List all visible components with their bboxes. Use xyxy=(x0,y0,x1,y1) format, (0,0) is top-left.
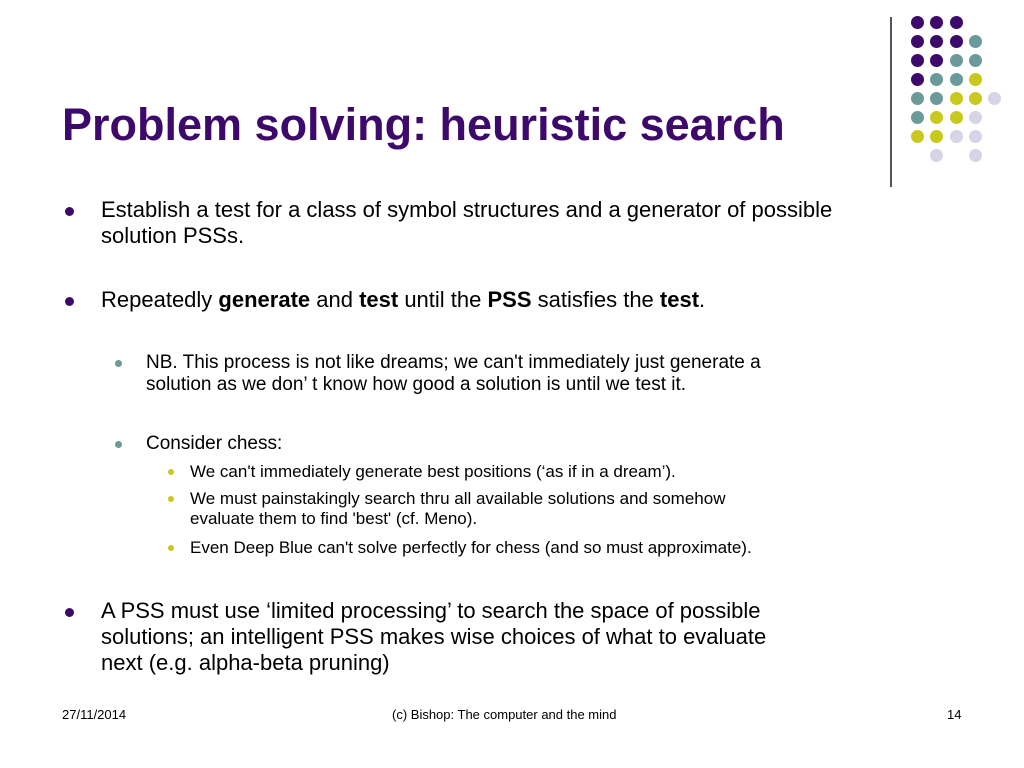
dot-olive xyxy=(930,130,943,143)
bullet-text-line: We must painstakingly search thru all available solutions and somehow xyxy=(190,489,726,508)
dot-olive xyxy=(911,130,924,143)
bullet-dot-icon xyxy=(65,608,74,617)
dot-lavender xyxy=(950,130,963,143)
dot-lavender xyxy=(969,111,982,124)
bullet-text: Consider chess: xyxy=(146,433,283,454)
bullet-text-line: solution as we don’ t know how good a solution is until we test it. xyxy=(146,374,687,395)
bold-generate: generate xyxy=(218,287,311,312)
sub-sub-bullet-deep-blue xyxy=(190,538,980,558)
bullet-dot-icon xyxy=(115,360,122,367)
dot-purple xyxy=(930,54,943,67)
dot-purple xyxy=(911,35,924,48)
bullet-text-line: next (e.g. alpha-beta pruning) xyxy=(101,650,390,675)
sub-bullet-consider-chess xyxy=(146,433,926,455)
dot-olive xyxy=(930,111,943,124)
dot-purple xyxy=(930,35,943,48)
sub-bullet-nb xyxy=(146,352,946,396)
text-segment: . xyxy=(699,287,706,312)
dot-lavender xyxy=(988,92,1001,105)
text-segment: until the xyxy=(398,287,488,312)
dot-teal xyxy=(969,35,982,48)
footer-date: 27/11/2014 xyxy=(62,707,127,722)
dot-olive xyxy=(950,111,963,124)
bullet-text-line: evaluate them to find 'best' (cf. Meno). xyxy=(190,509,478,528)
bullet-dot-icon xyxy=(168,545,174,551)
bullet-text xyxy=(101,287,705,312)
bullet-dot-icon xyxy=(65,297,74,306)
bullet-text-line: NB. This process is not like dreams; we can't immediately just generate a xyxy=(146,352,761,373)
bold-test: test xyxy=(659,287,700,312)
dot-teal xyxy=(950,54,963,67)
bullet-generate-and-test xyxy=(101,287,881,313)
dot-teal xyxy=(930,73,943,86)
dot-lavender xyxy=(969,149,982,162)
bullet-dot-icon xyxy=(115,441,122,448)
dot-olive xyxy=(969,92,982,105)
dot-purple xyxy=(950,35,963,48)
text-segment: satisfies the xyxy=(531,287,660,312)
bullet-dot-icon xyxy=(168,469,174,475)
dot-teal xyxy=(950,73,963,86)
dot-lavender xyxy=(969,130,982,143)
slide-title: Problem solving: heuristic search xyxy=(62,99,785,150)
dot-purple xyxy=(911,16,924,29)
dot-olive xyxy=(969,73,982,86)
dot-teal xyxy=(969,54,982,67)
dot-olive xyxy=(950,92,963,105)
bullet-text-line: A PSS must use ‘limited processing’ to search the space of possible xyxy=(101,598,761,623)
bullet-dot-icon xyxy=(65,207,74,216)
text-segment: Repeatedly xyxy=(101,287,219,312)
sub-sub-bullet-painstaking xyxy=(190,489,970,529)
footer-page-number: 14 xyxy=(947,707,962,722)
bullet-text: Even Deep Blue can't solve perfectly for chess (and so must approximate). xyxy=(190,538,752,557)
title-divider-line xyxy=(890,17,892,187)
bold-pss: PSS xyxy=(487,287,532,312)
sub-sub-bullet-immediate xyxy=(190,462,970,482)
dot-purple xyxy=(930,16,943,29)
bullet-establish-test xyxy=(101,197,901,249)
bold-test: test xyxy=(359,287,399,312)
text-segment: and xyxy=(310,287,360,312)
dot-purple xyxy=(911,73,924,86)
dot-teal xyxy=(911,111,924,124)
bullet-limited-processing xyxy=(101,598,921,676)
footer-center-text: (c) Bishop: The computer and the mind xyxy=(392,707,617,722)
bullet-dot-icon xyxy=(168,496,174,502)
dot-purple xyxy=(950,16,963,29)
bullet-text-line: solutions; an intelligent PSS makes wise choices of what to evaluate xyxy=(101,624,767,649)
dot-purple xyxy=(911,54,924,67)
bullet-text: We can't immediately generate best positions (‘as if in a dream’). xyxy=(190,462,676,481)
dot-lavender xyxy=(930,149,943,162)
dot-teal xyxy=(930,92,943,105)
dot-teal xyxy=(911,92,924,105)
bullet-text: Establish a test for a class of symbol structures and a generator of possible solution PSSs. xyxy=(101,197,833,248)
